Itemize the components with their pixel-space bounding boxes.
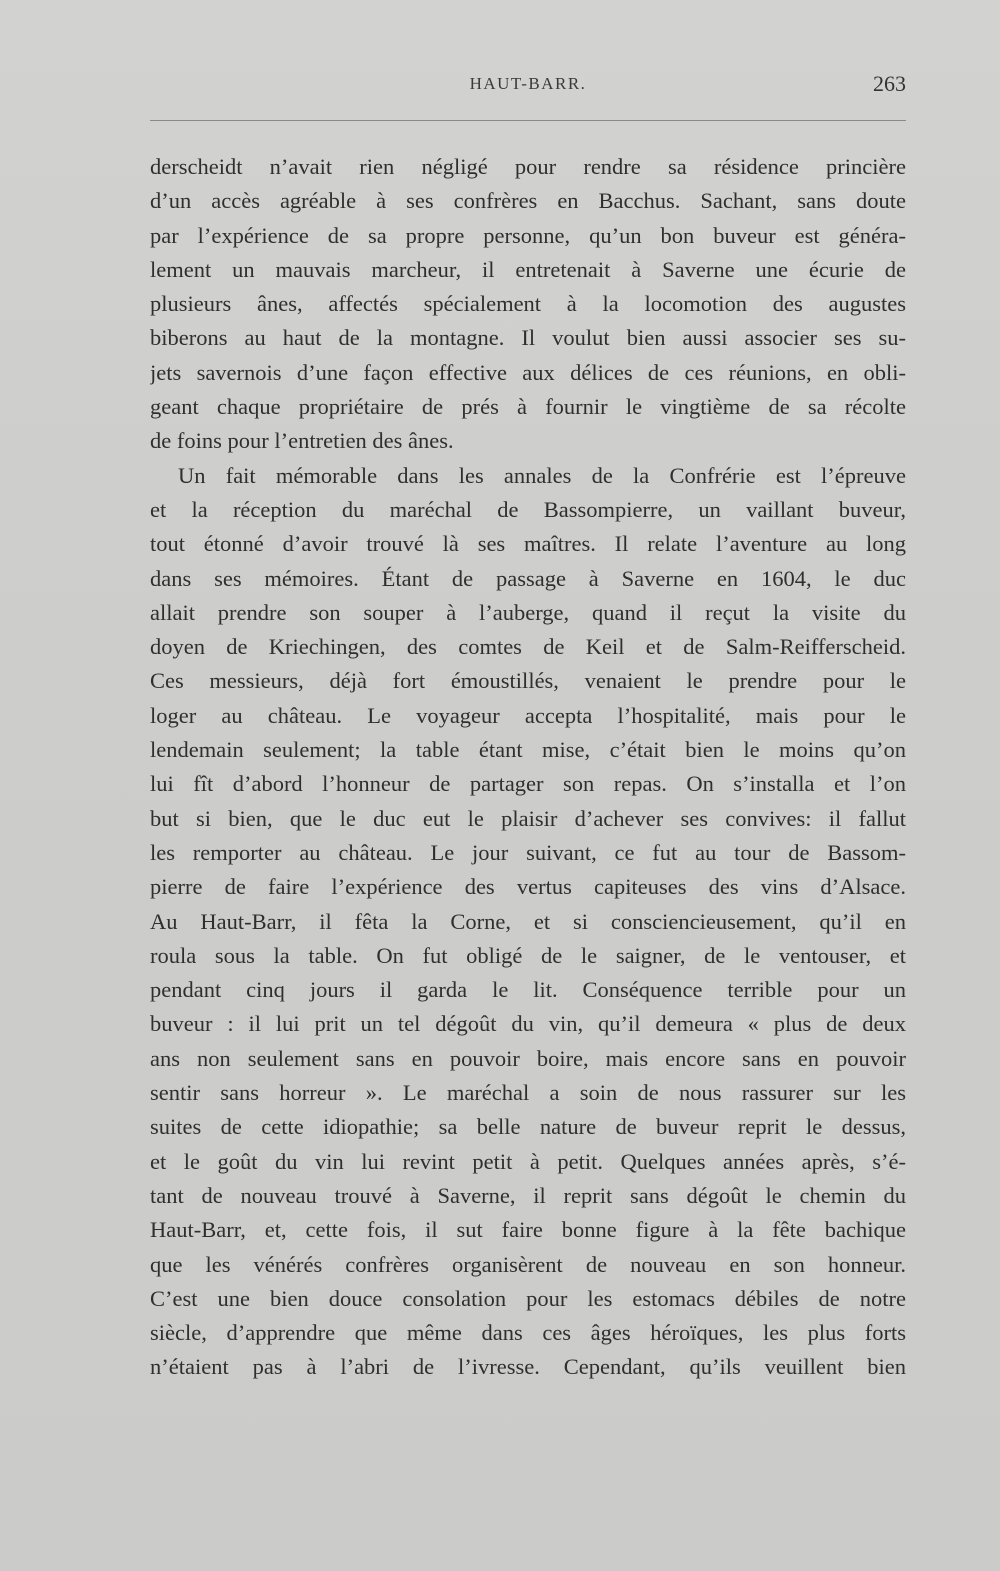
page-number: 263 — [873, 71, 906, 96]
text-line: lendemain seulement; la table étant mise, c’était bien le moins qu’on — [150, 737, 906, 763]
text-line: que les vénérés confrères organisèrent de nouveau en son honneur. — [150, 1251, 906, 1277]
text-line: n’étaient pas à l’abri de l’ivresse. Cependant, qu’ils veuillent bien — [150, 1354, 906, 1380]
text-line: tant de nouveau trouvé à Saverne, il reprit sans dégoût le chemin du — [150, 1182, 906, 1208]
body-text — [150, 150, 906, 1385]
text-line: sentir sans horreur ». Le maréchal a soin de nous rassurer sur les — [150, 1080, 906, 1106]
running-head — [150, 71, 906, 104]
text-line: dans ses mémoires. Étant de passage à Saverne en 1604, le duc — [150, 565, 906, 591]
text-line: geant chaque propriétaire de prés à fournir le vingtième de sa récolte — [150, 394, 906, 420]
text-line: lement un mauvais marcheur, il entretenait à Saverne une écurie de — [150, 256, 906, 282]
text-line: pendant cinq jours il garda le lit. Conséquence terrible pour un — [150, 977, 906, 1003]
text-line: roula sous la table. On fut obligé de le saigner, de le ventouser, et — [150, 942, 906, 968]
text-line: C’est une bien douce consolation pour les estomacs débiles de notre — [150, 1285, 906, 1311]
text-line: d’un accès agréable à ses confrères en Bacchus. Sachant, sans doute — [150, 188, 906, 214]
text-line: siècle, d’apprendre que même dans ces âges héroïques, les plus forts — [150, 1320, 906, 1346]
text-line: ans non seulement sans en pouvoir boire, mais encore sans en pouvoir — [150, 1045, 906, 1071]
text-line: suites de cette idiopathie; sa belle nature de buveur reprit le dessus, — [150, 1114, 906, 1140]
text-line: et la réception du maréchal de Bassompierre, un vaillant buveur, — [150, 496, 906, 522]
text-line: tout étonné d’avoir trouvé là ses maîtres. Il relate l’aventure au long — [150, 531, 906, 557]
text-line: Haut-Barr, et, cette fois, il sut faire bonne figure à la fête bachique — [150, 1217, 906, 1243]
text-line: loger au château. Le voyageur accepta l’hospitalité, mais pour le — [150, 702, 906, 728]
text-line: par l’expérience de sa propre personne, qu’un bon buveur est généra- — [150, 222, 906, 248]
text-line: but si bien, que le duc eut le plaisir d’achever ses convives: il fallut — [150, 805, 906, 831]
text-line: derscheidt n’avait rien négligé pour rendre sa résidence princière — [150, 154, 906, 179]
paragraph-start-line: Un fait mémorable dans les annales de la Confrérie est l’épreuve — [178, 462, 906, 488]
text-line: buveur : il lui prit un tel dégoût du vin, qu’il demeura « plus de deux — [150, 1011, 906, 1037]
text-line: doyen de Kriechingen, des comtes de Keil et de Salm-Reifferscheid. — [150, 634, 906, 660]
text-line: plusieurs ânes, affectés spécialement à la locomotion des augustes — [150, 291, 906, 317]
text-line: lui fît d’abord l’honneur de partager son repas. On s’installa et l’on — [150, 771, 906, 797]
paragraph-end-line: de foins pour l’entretien des ânes. — [150, 428, 454, 454]
text-line: jets savernois d’une façon effective aux délices de ces réunions, en obli- — [150, 359, 906, 385]
header-rule — [150, 120, 906, 121]
text-line: allait prendre son souper à l’auberge, quand il reçut la visite du — [150, 599, 906, 625]
text-line: Au Haut-Barr, il fêta la Corne, et si consciencieusement, qu’il en — [150, 908, 906, 934]
text-line: les remporter au château. Le jour suivant, ce fut au tour de Bassom- — [150, 839, 906, 865]
text-line: Ces messieurs, déjà fort émoustillés, venaient le prendre pour le — [150, 668, 906, 694]
text-line: pierre de faire l’expérience des vertus capiteuses des vins d’Alsace. — [150, 874, 906, 900]
text-line: biberons au haut de la montagne. Il voulut bien aussi associer ses su- — [150, 325, 906, 351]
text-line: et le goût du vin lui revint petit à petit. Quelques années après, s’é- — [150, 1148, 906, 1174]
running-head-title: HAUT-BARR. — [469, 74, 587, 93]
